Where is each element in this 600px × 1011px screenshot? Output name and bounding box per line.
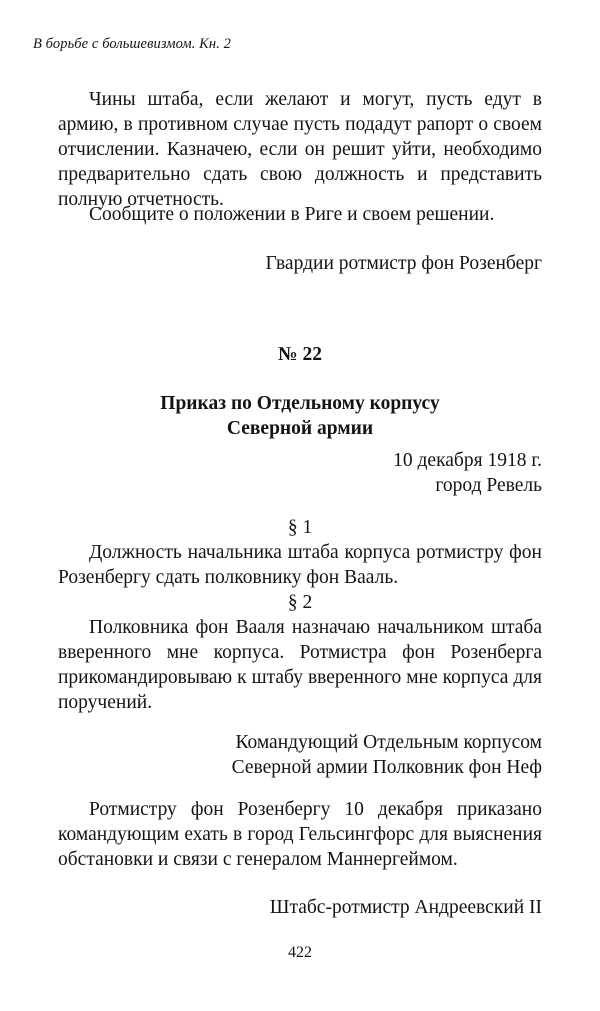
- running-head: В борьбе с большевизмом. Кн. 2: [33, 36, 232, 52]
- paragraph-report-request: [58, 202, 542, 227]
- document-title-line-2: Северной армии: [226, 418, 374, 439]
- date-place-block: [58, 448, 542, 498]
- document-title-line-1: Приказ по Отдельному корпусу: [160, 393, 440, 414]
- note-text: Ротмистру фон Розенбергу 10 декабря приказано командующим ехать в город Гельсингфорс для выяснения обстановки и связи с генералом Маннергеймом.: [58, 799, 542, 870]
- document-number: [58, 342, 542, 367]
- signature-block-andreevsky: [58, 895, 542, 920]
- section-1: [58, 515, 542, 590]
- paragraph-staff-ranks: [58, 87, 542, 212]
- note-paragraph: [58, 797, 542, 872]
- section-2-mark: § 2: [287, 592, 313, 613]
- section-2: [58, 590, 542, 715]
- signature-block-commander: [58, 730, 542, 780]
- paragraph-text: Сообщите о положении в Риге и своем решении.: [89, 204, 495, 225]
- section-1-mark: § 1: [287, 517, 313, 538]
- section-2-text: Полковника фон Вааля назначаю начальником штаба вверенного мне корпуса. Ротмистра фон Розенберга прикомандировываю к штабу вверенного мне корпуса для поручений.: [58, 617, 542, 713]
- signature: Гвардии ротмистр фон Розенберг: [265, 253, 542, 274]
- document-number-text: № 22: [278, 344, 322, 365]
- section-1-text: Должность начальника штаба корпуса ротмистру фон Розенбергу сдать полковнику фон Вааль.: [58, 542, 542, 588]
- document-place: город Ревель: [435, 475, 542, 496]
- signature-block-rosenberg: [58, 251, 542, 276]
- paragraph-text: Чины штаба, если желают и могут, пусть едут в армию, в противном случае пусть подадут рапорт о своем отчислении. Казначею, если он решит уйти, необходимо предварительно сдать свою должность и представить полную отчетность.: [58, 89, 542, 210]
- signature-line-2: Северной армии Полковник фон Неф: [231, 757, 542, 778]
- note-signature: Штабс-ротмистр Андреевский II: [269, 897, 542, 918]
- signature-line-1: Командующий Отдельным корпусом: [235, 732, 542, 753]
- document-date: 10 декабря 1918 г.: [393, 450, 542, 471]
- document-title: [58, 391, 542, 441]
- page-number: 422: [288, 944, 312, 961]
